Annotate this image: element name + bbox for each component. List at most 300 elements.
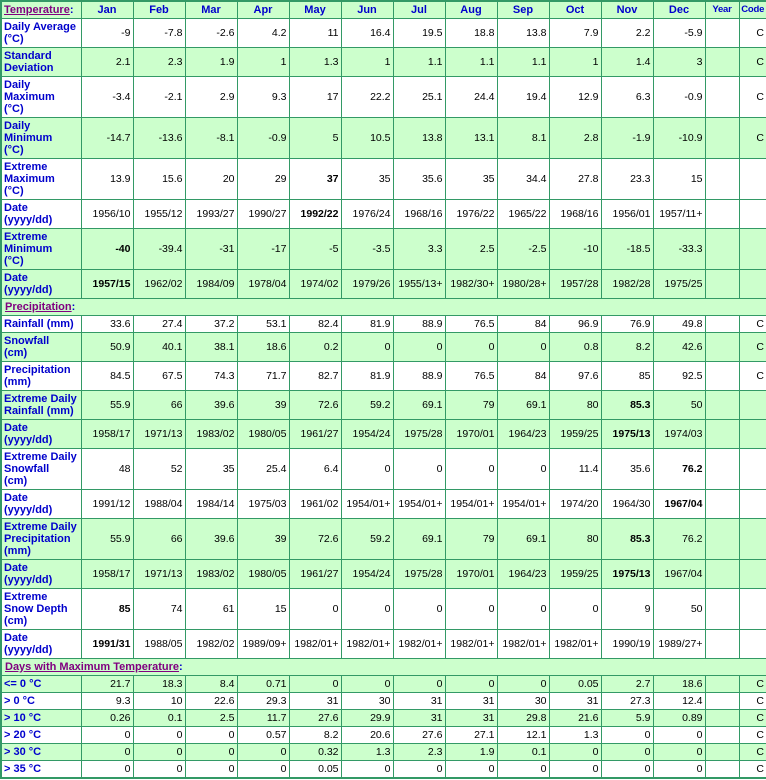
value-cell: 1961/02 xyxy=(289,490,341,519)
value-cell: 1.9 xyxy=(445,744,497,761)
value-cell: 1976/24 xyxy=(341,200,393,229)
value-cell: 19.4 xyxy=(497,77,549,118)
value-cell: 13.9 xyxy=(81,159,133,200)
month-header-mar: Mar xyxy=(185,1,237,19)
value-cell: 39.6 xyxy=(185,519,237,560)
value-cell: 0 xyxy=(601,761,653,779)
row-extreme-maximum xyxy=(1,159,766,200)
row-extreme-daily-snowfall xyxy=(1,449,766,490)
code-header: Code xyxy=(739,1,766,19)
value-cell: 1959/25 xyxy=(549,560,601,589)
value-cell: 74.3 xyxy=(185,362,237,391)
row-label-line: (cm) xyxy=(4,347,28,359)
value-cell: -17 xyxy=(237,229,289,270)
value-cell: 11.4 xyxy=(549,449,601,490)
value-cell: 96.9 xyxy=(549,316,601,333)
value-cell: 4.2 xyxy=(237,19,289,48)
value-cell: 55.9 xyxy=(81,391,133,420)
code-cell xyxy=(739,200,766,229)
value-cell: 1991/31 xyxy=(81,630,133,659)
section-days-max-temp-section xyxy=(1,659,766,676)
value-cell: 1989/27+ xyxy=(653,630,705,659)
row-label-line: Standard xyxy=(4,50,52,62)
value-cell: 82.7 xyxy=(289,362,341,391)
value-cell: 2.3 xyxy=(133,48,185,77)
value-cell: 55.9 xyxy=(81,519,133,560)
value-cell: 30 xyxy=(341,693,393,710)
value-cell: 0 xyxy=(185,761,237,779)
year-cell xyxy=(705,676,739,693)
row-daily-maximum xyxy=(1,77,766,118)
value-cell: 50 xyxy=(653,589,705,630)
row-label xyxy=(1,159,81,200)
value-cell: 35 xyxy=(185,449,237,490)
header-row xyxy=(1,1,766,19)
value-cell: -39.4 xyxy=(133,229,185,270)
value-cell: 1.1 xyxy=(497,48,549,77)
value-cell: 82.4 xyxy=(289,316,341,333)
month-header-oct: Oct xyxy=(549,1,601,19)
value-cell: 1957/28 xyxy=(549,270,601,299)
row-label-line: (yyyy/dd) xyxy=(4,214,53,226)
value-cell: 29 xyxy=(237,159,289,200)
value-cell: 27.3 xyxy=(601,693,653,710)
year-cell xyxy=(705,229,739,270)
table-head xyxy=(1,1,766,19)
value-cell: 0 xyxy=(497,589,549,630)
code-cell xyxy=(739,159,766,200)
value-cell: 2.5 xyxy=(445,229,497,270)
value-cell: 0 xyxy=(237,744,289,761)
value-cell: 0 xyxy=(133,761,185,779)
value-cell: 1954/24 xyxy=(341,420,393,449)
value-cell: 37.2 xyxy=(185,316,237,333)
value-cell: 1964/23 xyxy=(497,560,549,589)
value-cell: 35.6 xyxy=(393,159,445,200)
month-header-feb: Feb xyxy=(133,1,185,19)
value-cell: 1983/02 xyxy=(185,420,237,449)
value-cell: 50.9 xyxy=(81,333,133,362)
value-cell: 29.9 xyxy=(341,710,393,727)
precipitation-section-link[interactable]: Precipitation xyxy=(5,301,72,313)
row-extreme-snow-depth-date xyxy=(1,630,766,659)
value-cell: 88.9 xyxy=(393,316,445,333)
value-cell: 0.71 xyxy=(237,676,289,693)
year-cell xyxy=(705,449,739,490)
value-cell: 1980/05 xyxy=(237,560,289,589)
value-cell: 39 xyxy=(237,391,289,420)
value-cell: 0 xyxy=(341,333,393,362)
value-cell: 25.1 xyxy=(393,77,445,118)
value-cell: 15.6 xyxy=(133,159,185,200)
value-cell: -10.9 xyxy=(653,118,705,159)
row-precipitation xyxy=(1,362,766,391)
value-cell: -9 xyxy=(81,19,133,48)
value-cell: 1956/10 xyxy=(81,200,133,229)
value-cell: 53.1 xyxy=(237,316,289,333)
value-cell: 0 xyxy=(653,761,705,779)
value-cell: 0 xyxy=(341,589,393,630)
value-cell: 0 xyxy=(549,589,601,630)
value-cell: 1974/02 xyxy=(289,270,341,299)
value-cell: 2.7 xyxy=(601,676,653,693)
value-cell: 15 xyxy=(653,159,705,200)
row-label-line: (mm) xyxy=(4,545,31,557)
value-cell: 1982/02 xyxy=(185,630,237,659)
value-cell: 79 xyxy=(445,391,497,420)
row-label-line: Extreme xyxy=(4,161,48,173)
row-label-line: Extreme Daily xyxy=(4,451,77,463)
row-daily-minimum xyxy=(1,118,766,159)
code-cell xyxy=(739,449,766,490)
row-label-line: Rainfall (mm) xyxy=(4,405,74,417)
value-cell: 15 xyxy=(237,589,289,630)
row-label-line: > 35 °C xyxy=(4,763,42,775)
year-cell xyxy=(705,693,739,710)
value-cell: 69.1 xyxy=(393,519,445,560)
value-cell: 1974/03 xyxy=(653,420,705,449)
value-cell: 76.5 xyxy=(445,316,497,333)
code-cell xyxy=(739,560,766,589)
row-label-line: Extreme xyxy=(4,231,48,243)
value-cell: -5.9 xyxy=(653,19,705,48)
value-cell: 1979/26 xyxy=(341,270,393,299)
row-extreme-minimum-date xyxy=(1,270,766,299)
row-standard-deviation xyxy=(1,48,766,77)
value-cell: 31 xyxy=(393,710,445,727)
value-cell: 0 xyxy=(549,744,601,761)
value-cell: -31 xyxy=(185,229,237,270)
value-cell: 72.6 xyxy=(289,391,341,420)
row-label-line: Date xyxy=(4,272,28,284)
table-body xyxy=(1,19,766,779)
value-cell: 84.5 xyxy=(81,362,133,391)
year-cell xyxy=(705,362,739,391)
value-cell: 0.1 xyxy=(133,710,185,727)
row-label-line: (yyyy/dd) xyxy=(4,284,53,296)
year-cell xyxy=(705,744,739,761)
value-cell: 0 xyxy=(445,449,497,490)
row-days-max-temp-section xyxy=(1,659,766,676)
value-cell: 1964/30 xyxy=(601,490,653,519)
temperature-section-link[interactable]: Temperature xyxy=(4,4,70,16)
row-label xyxy=(1,761,81,779)
value-cell: 69.1 xyxy=(497,519,549,560)
row-extreme-daily-precipitation-date xyxy=(1,560,766,589)
value-cell: -13.6 xyxy=(133,118,185,159)
value-cell: 88.9 xyxy=(393,362,445,391)
month-header-jul: Jul xyxy=(393,1,445,19)
value-cell: 0 xyxy=(393,589,445,630)
temperature-section-header xyxy=(1,1,81,19)
value-cell: 1.3 xyxy=(549,727,601,744)
value-cell: 74 xyxy=(133,589,185,630)
row-label-line: Maximum xyxy=(4,91,55,103)
year-cell xyxy=(705,519,739,560)
value-cell: 13.1 xyxy=(445,118,497,159)
value-cell: 0 xyxy=(81,761,133,779)
value-cell: 1968/16 xyxy=(549,200,601,229)
row-precipitation-section xyxy=(1,299,766,316)
value-cell: 1982/28 xyxy=(601,270,653,299)
value-cell: 61 xyxy=(185,589,237,630)
value-cell: 29.8 xyxy=(497,710,549,727)
value-cell: 0 xyxy=(653,744,705,761)
value-cell: 0 xyxy=(445,589,497,630)
value-cell: 8.2 xyxy=(289,727,341,744)
year-cell xyxy=(705,200,739,229)
temperature-colon: : xyxy=(69,4,74,16)
row-days-gt-10c xyxy=(1,710,766,727)
row-label-line: Date xyxy=(4,492,28,504)
value-cell: 1954/01+ xyxy=(393,490,445,519)
row-label-line: Maximum xyxy=(4,173,55,185)
value-cell: 40.1 xyxy=(133,333,185,362)
value-cell: 85.3 xyxy=(601,391,653,420)
value-cell: 80 xyxy=(549,391,601,420)
row-label-line: Extreme Daily xyxy=(4,393,77,405)
value-cell: 30 xyxy=(497,693,549,710)
code-cell xyxy=(739,589,766,630)
value-cell: 0 xyxy=(237,761,289,779)
year-cell xyxy=(705,727,739,744)
value-cell: 1954/01+ xyxy=(341,490,393,519)
year-cell xyxy=(705,490,739,519)
row-days-gt-20c xyxy=(1,727,766,744)
value-cell: 2.2 xyxy=(601,19,653,48)
value-cell: 1983/02 xyxy=(185,560,237,589)
value-cell: 71.7 xyxy=(237,362,289,391)
value-cell: 1982/01+ xyxy=(497,630,549,659)
value-cell: 1991/12 xyxy=(81,490,133,519)
value-cell: 1976/22 xyxy=(445,200,497,229)
year-cell xyxy=(705,630,739,659)
year-header: Year xyxy=(705,1,739,19)
value-cell: 0 xyxy=(81,727,133,744)
code-cell: C xyxy=(739,77,766,118)
row-label xyxy=(1,449,81,490)
year-cell xyxy=(705,560,739,589)
value-cell: -2.6 xyxy=(185,19,237,48)
row-label xyxy=(1,333,81,362)
value-cell: 76.9 xyxy=(601,316,653,333)
value-cell: -7.8 xyxy=(133,19,185,48)
value-cell: 18.6 xyxy=(653,676,705,693)
value-cell: 0 xyxy=(497,449,549,490)
value-cell: 84 xyxy=(497,316,549,333)
value-cell: 9 xyxy=(601,589,653,630)
code-cell xyxy=(739,391,766,420)
value-cell: 20 xyxy=(185,159,237,200)
value-cell: 10 xyxy=(133,693,185,710)
row-label-line: Minimum xyxy=(4,243,53,255)
row-label-line: Snowfall xyxy=(4,463,50,475)
value-cell: 84 xyxy=(497,362,549,391)
value-cell: 1954/01+ xyxy=(497,490,549,519)
row-days-gt-0c xyxy=(1,693,766,710)
value-cell: 19.5 xyxy=(393,19,445,48)
value-cell: 13.8 xyxy=(393,118,445,159)
value-cell: 0.26 xyxy=(81,710,133,727)
row-label xyxy=(1,420,81,449)
code-cell: C xyxy=(739,744,766,761)
value-cell: 0.32 xyxy=(289,744,341,761)
row-label xyxy=(1,727,81,744)
value-cell: 1954/24 xyxy=(341,560,393,589)
row-extreme-maximum-date xyxy=(1,200,766,229)
value-cell: 5 xyxy=(289,118,341,159)
value-cell: 1988/04 xyxy=(133,490,185,519)
value-cell: 2.8 xyxy=(549,118,601,159)
row-label-line: (°C) xyxy=(4,103,24,115)
value-cell: -5 xyxy=(289,229,341,270)
value-cell: 27.6 xyxy=(289,710,341,727)
value-cell: 0.05 xyxy=(289,761,341,779)
value-cell: 1971/13 xyxy=(133,560,185,589)
value-cell: 21.7 xyxy=(81,676,133,693)
row-label xyxy=(1,229,81,270)
value-cell: 52 xyxy=(133,449,185,490)
row-label-line: (mm) xyxy=(4,376,31,388)
value-cell: 0 xyxy=(341,449,393,490)
value-cell: 1992/22 xyxy=(289,200,341,229)
value-cell: -8.1 xyxy=(185,118,237,159)
value-cell: 97.6 xyxy=(549,362,601,391)
value-cell: 11.7 xyxy=(237,710,289,727)
value-cell: -10 xyxy=(549,229,601,270)
row-label-line: (yyyy/dd) xyxy=(4,644,53,656)
code-cell: C xyxy=(739,333,766,362)
value-cell: 0 xyxy=(81,744,133,761)
row-label xyxy=(1,744,81,761)
row-label-line: (°C) xyxy=(4,255,24,267)
year-cell xyxy=(705,159,739,200)
value-cell: 1.1 xyxy=(393,48,445,77)
value-cell: 38.1 xyxy=(185,333,237,362)
row-label xyxy=(1,693,81,710)
value-cell: 0 xyxy=(133,744,185,761)
value-cell: 18.8 xyxy=(445,19,497,48)
row-label-line: Minimum xyxy=(4,132,53,144)
value-cell: 33.6 xyxy=(81,316,133,333)
days-max-temp-section-link[interactable]: Days with Maximum Temperature xyxy=(5,661,180,673)
code-cell: C xyxy=(739,710,766,727)
row-label-line: Date xyxy=(4,422,28,434)
value-cell: 27.8 xyxy=(549,159,601,200)
value-cell: 1965/22 xyxy=(497,200,549,229)
code-cell: C xyxy=(739,48,766,77)
value-cell: 1958/17 xyxy=(81,420,133,449)
value-cell: 0 xyxy=(445,761,497,779)
code-cell: C xyxy=(739,316,766,333)
row-label xyxy=(1,118,81,159)
value-cell: 27.6 xyxy=(393,727,445,744)
row-label xyxy=(1,676,81,693)
value-cell: 3.3 xyxy=(393,229,445,270)
row-extreme-daily-rainfall xyxy=(1,391,766,420)
row-label-line: (°C) xyxy=(4,33,24,45)
row-label-line: Date xyxy=(4,202,28,214)
row-label-line: <= 0 °C xyxy=(4,678,42,690)
year-cell xyxy=(705,270,739,299)
row-label-line: Date xyxy=(4,562,28,574)
row-label-line: > 30 °C xyxy=(4,746,42,758)
value-cell: 1 xyxy=(549,48,601,77)
value-cell: 1984/14 xyxy=(185,490,237,519)
value-cell: 76.2 xyxy=(653,449,705,490)
code-cell: C xyxy=(739,727,766,744)
value-cell: 23.3 xyxy=(601,159,653,200)
value-cell: 0 xyxy=(185,727,237,744)
value-cell: 0 xyxy=(445,333,497,362)
value-cell: 0 xyxy=(341,676,393,693)
value-cell: 1982/01+ xyxy=(289,630,341,659)
row-label xyxy=(1,362,81,391)
year-cell xyxy=(705,391,739,420)
year-cell xyxy=(705,589,739,630)
row-label-line: (°C) xyxy=(4,185,24,197)
value-cell: 27.4 xyxy=(133,316,185,333)
row-label-line: (cm) xyxy=(4,475,28,487)
value-cell: 8.1 xyxy=(497,118,549,159)
value-cell: 1982/30+ xyxy=(445,270,497,299)
month-header-apr: Apr xyxy=(237,1,289,19)
value-cell: 6.3 xyxy=(601,77,653,118)
value-cell: 9.3 xyxy=(237,77,289,118)
value-cell: 1984/09 xyxy=(185,270,237,299)
value-cell: 0 xyxy=(289,676,341,693)
value-cell: -14.7 xyxy=(81,118,133,159)
value-cell: 1975/13 xyxy=(601,560,653,589)
value-cell: 1982/01+ xyxy=(549,630,601,659)
value-cell: 0 xyxy=(393,676,445,693)
code-cell xyxy=(739,229,766,270)
row-label xyxy=(1,19,81,48)
row-label xyxy=(1,316,81,333)
value-cell: 6.4 xyxy=(289,449,341,490)
value-cell: 3 xyxy=(653,48,705,77)
value-cell: 31 xyxy=(289,693,341,710)
row-days-gt-35c xyxy=(1,761,766,779)
value-cell: 1956/01 xyxy=(601,200,653,229)
value-cell: 1970/01 xyxy=(445,560,497,589)
value-cell: 0.1 xyxy=(497,744,549,761)
value-cell: -40 xyxy=(81,229,133,270)
value-cell: 59.2 xyxy=(341,391,393,420)
value-cell: 1.3 xyxy=(341,744,393,761)
value-cell: 1971/13 xyxy=(133,420,185,449)
value-cell: 1957/11+ xyxy=(653,200,705,229)
row-label-line: Extreme xyxy=(4,591,48,603)
year-cell xyxy=(705,118,739,159)
row-label-line: Date xyxy=(4,632,28,644)
value-cell: 1964/23 xyxy=(497,420,549,449)
value-cell: 0.2 xyxy=(289,333,341,362)
month-header-nov: Nov xyxy=(601,1,653,19)
value-cell: 0.05 xyxy=(549,676,601,693)
value-cell: 42.6 xyxy=(653,333,705,362)
value-cell: 1989/09+ xyxy=(237,630,289,659)
row-label-line: > 10 °C xyxy=(4,712,42,724)
value-cell: 0 xyxy=(497,761,549,779)
value-cell: 39.6 xyxy=(185,391,237,420)
value-cell: -0.9 xyxy=(653,77,705,118)
value-cell: 1982/01+ xyxy=(341,630,393,659)
row-label-line: (yyyy/dd) xyxy=(4,574,53,586)
value-cell: 1975/28 xyxy=(393,560,445,589)
value-cell: 67.5 xyxy=(133,362,185,391)
value-cell: 1968/16 xyxy=(393,200,445,229)
